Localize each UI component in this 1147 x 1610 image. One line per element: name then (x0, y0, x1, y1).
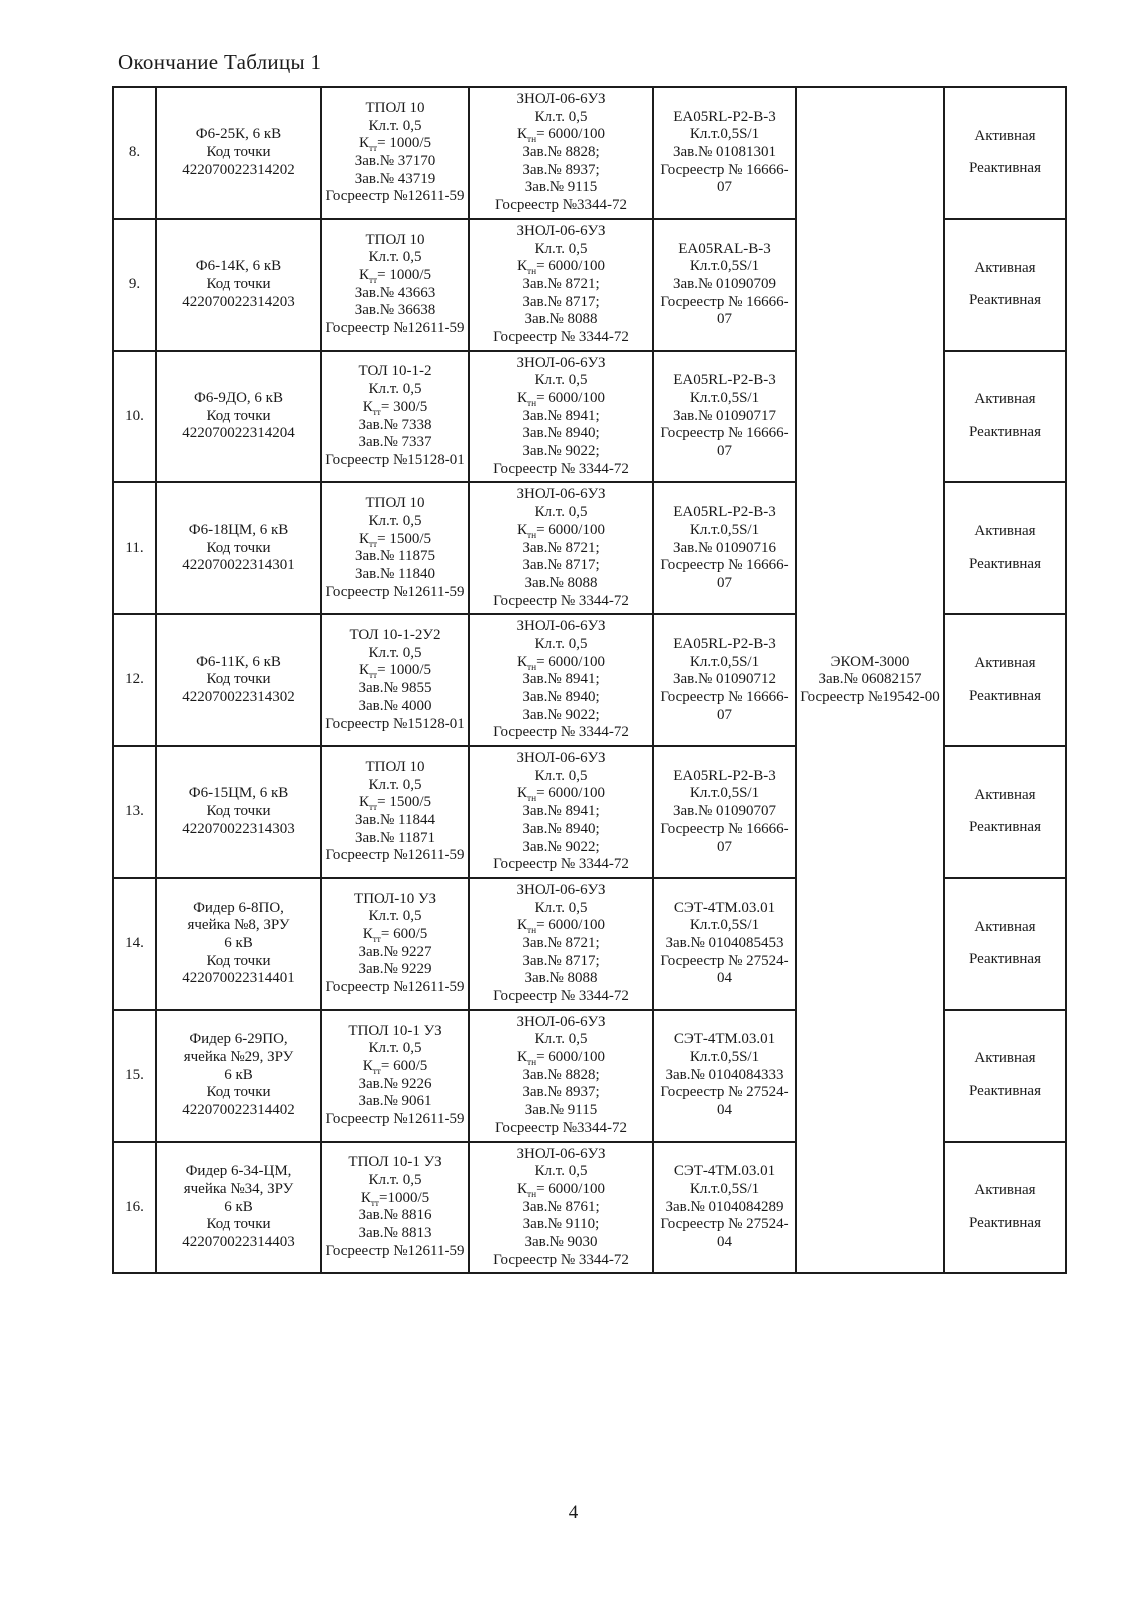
energy-cell-line: Активная (974, 391, 1036, 408)
point-cell-line: Код точки (206, 144, 271, 161)
vt-cell-line: Зав.№ 9110; (522, 1216, 600, 1233)
energy-cell-line: Активная (974, 523, 1036, 540)
point-cell (156, 878, 321, 1010)
energy-cell-line: Реактивная (969, 951, 1041, 968)
vt-cell-line: Зав.№ 8940; (522, 689, 600, 705)
point-cell-line: Код точки (206, 803, 271, 820)
ct-cell-line: Зав.№ 9227 (358, 943, 432, 960)
vt-cell-line: Госреестр № 3344-72 (493, 856, 629, 873)
vt-cell-line: ЗНОЛ-06-6УЗ (516, 354, 606, 371)
vt-cell-line: Зав.№ 8941; (522, 407, 600, 424)
meter-cell-line: EA05RL-P2-B-3 (673, 635, 776, 652)
energy-cell-line: Активная (974, 654, 1036, 671)
ct-cell-line: Кл.т. 0,5 (368, 249, 422, 266)
vt-cell-line: Зав.№ 8088 (524, 970, 598, 987)
vt-cell-line: $К_{тн}= 6000/100$ (517, 390, 605, 409)
meter-cell-line: EA05RL-P2-B-3 (673, 108, 776, 125)
ct-cell-line: $К_{тт}= 1500/5$ (358, 794, 432, 814)
usspd-cell (796, 87, 944, 1273)
meter-cell (653, 614, 796, 746)
meter-cell (653, 1010, 796, 1142)
vt-cell-line: Зав.№ 9115 (524, 1102, 598, 1119)
ct-cell-line: Кл.т. 0,5 (368, 1040, 422, 1057)
ct-cell-line: Зав.№ 37170 (354, 152, 436, 169)
energy-cell (944, 351, 1066, 483)
point-cell-line: Фидер 6-8ПО, (193, 899, 284, 916)
meter-cell (653, 351, 796, 483)
vt-cell-line: ЗНОЛ-06-6УЗ (516, 881, 606, 898)
energy-cell-line: Активная (974, 1182, 1036, 1199)
energy-cell-line: Реактивная (969, 292, 1041, 309)
meter-cell-line: Госреестр № 16666-07 (660, 557, 789, 591)
vt-cell-line: ЗНОЛ-06-6УЗ (516, 1145, 606, 1162)
ct-cell-line: $К_{тт}= 1500/5$ (358, 530, 432, 550)
meter-cell-line: Зав.№ 0104084289 (665, 1198, 784, 1215)
meter-cell-line: Госреестр № 16666-07 (660, 161, 789, 196)
meter-cell (653, 1142, 796, 1274)
energy-cell-line: Реактивная (969, 424, 1041, 441)
point-cell (156, 219, 321, 351)
vt-cell-line: Кл.т. 0,5 (534, 240, 588, 257)
ct-cell-line: Кл.т. 0,5 (368, 776, 422, 793)
ct-cell-line: Кл.т. 0,5 (368, 644, 422, 661)
row-number-cell-line: 10. (125, 407, 144, 424)
meter-cell-line: Кл.т.0,5S/1 (689, 1180, 760, 1197)
point-cell-line: Код точки (206, 275, 271, 292)
row-number-cell (113, 746, 156, 878)
energy-cell-line: Активная (974, 127, 1036, 144)
vt-cell-line: Зав.№ 8940; (522, 820, 600, 837)
ct-cell-line: Зав.№ 43663 (354, 284, 436, 301)
meter-cell-line: Кл.т.0,5S/1 (689, 126, 760, 143)
meter-cell-line: Зав.№ 01090707 (672, 803, 777, 820)
meter-cell (653, 219, 796, 351)
vt-cell-line: Зав.№ 8828; (522, 1066, 600, 1083)
point-cell-line: ячейка №34, ЗРУ (183, 1180, 294, 1197)
ct-cell-line: ТПОЛ 10 (365, 99, 425, 116)
meter-cell-line: Госреестр № 16666-07 (660, 425, 789, 460)
ct-cell-line: Кл.т. 0,5 (368, 512, 422, 529)
ct-cell-line: $К_{тт}= 600/5$ (362, 926, 428, 946)
point-cell-line: Ф6-25К, 6 кВ (195, 126, 282, 143)
vt-cell-line: Госреестр №3344-72 (494, 197, 628, 214)
meter-cell (653, 746, 796, 878)
meter-cell-line: Госреестр № 16666-07 (660, 689, 789, 723)
ct-cell (321, 87, 469, 219)
point-cell-line: 422070022314301 (182, 557, 295, 574)
ct-cell-line: Зав.№ 9061 (358, 1093, 432, 1110)
vt-cell-line: Зав.№ 8721; (522, 275, 600, 292)
row-number-cell-line: 9. (128, 275, 141, 292)
row-number-cell-line: 11. (125, 539, 144, 556)
row-number-cell (113, 614, 156, 746)
energy-cell (944, 746, 1066, 878)
energy-cell-line: Активная (974, 786, 1036, 803)
vt-cell-line: $К_{тн}= 6000/100$ (517, 653, 605, 673)
energy-cell-line: Активная (974, 1050, 1036, 1067)
ct-cell-line: Госреестр №12611-59 (325, 1110, 465, 1127)
point-cell-line: Код точки (206, 1216, 271, 1233)
meter-cell-line: Кл.т.0,5S/1 (689, 521, 760, 538)
vt-cell-line: Госреестр № 3344-72 (493, 988, 629, 1004)
meter-cell-line: EA05RL-P2-B-3 (673, 504, 776, 521)
point-cell-line: 6 кВ (224, 1198, 253, 1215)
row-number-cell-line: 8. (128, 144, 141, 161)
point-cell (156, 746, 321, 878)
energy-cell-line: Реактивная (969, 1083, 1041, 1100)
point-cell (156, 482, 321, 614)
vt-cell-line: $К_{тн}= 6000/100$ (517, 917, 605, 937)
vt-cell-line: Кл.т. 0,5 (534, 635, 588, 652)
point-cell-line: 422070022314303 (182, 820, 295, 837)
vt-cell-line: Зав.№ 8937; (522, 1084, 600, 1101)
usspd-cell-line: Зав.№ 06082157 (818, 671, 922, 688)
row-number-cell-line: 13. (125, 803, 144, 820)
point-cell-line: 422070022314402 (182, 1102, 295, 1119)
meter-cell-line: Госреестр № 27524-04 (660, 1084, 789, 1119)
vt-cell-line: $К_{тн}= 6000/100$ (517, 258, 605, 278)
energy-cell (944, 87, 1066, 219)
point-cell (156, 1142, 321, 1274)
point-cell-line: Код точки (206, 952, 271, 969)
ct-cell (321, 746, 469, 878)
page-number: 4 (568, 1502, 579, 1523)
ct-cell (321, 482, 469, 614)
ct-cell-line: ТПОЛ 10 (365, 758, 425, 775)
ct-cell (321, 878, 469, 1010)
vt-cell-line: Зав.№ 8761; (522, 1198, 600, 1215)
point-cell-line: 6 кВ (224, 934, 253, 951)
point-cell (156, 87, 321, 219)
ct-cell (321, 1142, 469, 1274)
table-row (113, 87, 1066, 219)
meter-cell-line: Зав.№ 01090716 (672, 539, 777, 556)
meter-cell-line: СЭТ-4ТМ.03.01 (673, 1163, 776, 1180)
vt-cell-line: Зав.№ 8721; (522, 934, 600, 951)
point-cell-line: 422070022314202 (182, 161, 295, 178)
row-number-cell (113, 878, 156, 1010)
energy-cell (944, 1010, 1066, 1142)
row-number-cell-line: 14. (125, 934, 144, 951)
ct-cell-line: Зав.№ 36638 (354, 302, 436, 319)
meter-cell-line: Кл.т.0,5S/1 (689, 917, 760, 934)
point-cell (156, 1010, 321, 1142)
point-cell-line: 422070022314302 (182, 689, 295, 705)
energy-cell (944, 482, 1066, 614)
point-cell-line: Ф6-18ЦМ, 6 кВ (188, 521, 289, 538)
meter-cell-line: Кл.т.0,5S/1 (689, 390, 760, 406)
ct-cell-line: Зав.№ 11875 (354, 548, 435, 565)
vt-cell-line: Зав.№ 8937; (522, 161, 600, 178)
point-cell-line: Фидер 6-34-ЦМ, (185, 1163, 292, 1180)
vt-cell-line: Госреестр № 3344-72 (493, 460, 629, 477)
energy-cell-line: Реактивная (969, 687, 1041, 704)
meter-cell-line: Госреестр № 27524-04 (660, 952, 789, 987)
ct-cell-line: Госреестр №15128-01 (325, 715, 465, 732)
meter-cell-line: Зав.№ 01090717 (672, 407, 777, 424)
meter-cell-line: EA05RL-P2-B-3 (673, 767, 776, 784)
point-cell-line: Фидер 6-29ПО, (189, 1031, 288, 1048)
row-number-cell-line: 16. (125, 1198, 144, 1215)
energy-cell-line: Реактивная (969, 555, 1041, 572)
ct-cell-line: Зав.№ 11871 (354, 829, 435, 846)
vt-cell-line: Зав.№ 8088 (524, 574, 598, 591)
vt-cell-line: Зав.№ 8088 (524, 311, 598, 328)
ct-cell-line: Зав.№ 9226 (358, 1075, 432, 1092)
vt-cell-line: Кл.т. 0,5 (534, 767, 588, 784)
ct-cell-line: ТПОЛ 10 (365, 231, 425, 248)
vt-cell-line: Госреестр №3344-72 (494, 1119, 628, 1136)
row-number-cell (113, 219, 156, 351)
ct-cell-line: Зав.№ 43719 (354, 170, 436, 187)
ct-cell-line: $К_{тт}= 1000/5$ (358, 662, 432, 682)
ct-cell-line: Зав.№ 8816 (358, 1207, 432, 1224)
vt-cell-line: Зав.№ 8717; (522, 952, 600, 969)
meter-cell-line: EA05RAL-B-3 (678, 240, 771, 257)
vt-cell-line: $К_{тн}= 6000/100$ (517, 126, 605, 146)
point-cell-line: Код точки (206, 407, 271, 424)
vt-cell-line: Госреестр № 3344-72 (493, 1251, 629, 1268)
ct-cell-line: Кл.т. 0,5 (368, 1172, 422, 1189)
meter-cell-line: СЭТ-4ТМ.03.01 (673, 1031, 776, 1048)
vt-cell-line: $К_{тн}= 6000/100$ (517, 785, 605, 805)
meter-cell-line: Зав.№ 01090709 (672, 275, 777, 292)
vt-cell (469, 614, 653, 746)
meter-cell-line: Кл.т.0,5S/1 (689, 258, 760, 275)
row-number-cell (113, 351, 156, 483)
row-number-cell-line: 12. (125, 671, 144, 688)
point-cell-line: 422070022314403 (182, 1233, 295, 1250)
table-continuation-title: Окончание Таблицы 1 (118, 50, 322, 74)
vt-cell-line: Кл.т. 0,5 (534, 108, 588, 125)
ct-cell-line: Зав.№ 7338 (358, 416, 432, 433)
vt-cell-line: Зав.№ 8940; (522, 425, 600, 442)
meter-cell-line: Кл.т.0,5S/1 (689, 653, 760, 670)
row-number-cell (113, 482, 156, 614)
ct-cell-line: Зав.№ 9855 (358, 680, 432, 697)
energy-cell (944, 614, 1066, 746)
vt-cell-line: ЗНОЛ-06-6УЗ (516, 222, 606, 239)
vt-cell-line: Госреестр № 3344-72 (493, 328, 629, 345)
ct-cell-line: Госреестр №12611-59 (325, 188, 465, 205)
meter-cell-line: EA05RL-P2-B-3 (673, 372, 776, 389)
meter-cell-line: Кл.т.0,5S/1 (689, 1049, 760, 1066)
ct-cell (321, 351, 469, 483)
vt-cell (469, 219, 653, 351)
vt-cell-line: Зав.№ 8717; (522, 293, 600, 310)
meter-cell-line: Кл.т.0,5S/1 (689, 785, 760, 802)
ct-cell-line: Госреестр №12611-59 (325, 320, 465, 337)
vt-cell-line: Кл.т. 0,5 (534, 1163, 588, 1180)
point-cell-line: ячейка №8, ЗРУ (187, 917, 290, 934)
energy-cell-line: Реактивная (969, 1214, 1041, 1231)
vt-cell-line: $К_{тн}= 6000/100$ (517, 1049, 605, 1069)
meter-cell-line: Госреестр № 16666-07 (660, 820, 789, 855)
vt-cell (469, 482, 653, 614)
vt-cell-line: Госреестр № 3344-72 (493, 592, 629, 609)
ct-cell-line: $К_{тт}= 600/5$ (362, 1057, 428, 1077)
vt-cell-line: Зав.№ 9022; (522, 443, 600, 460)
point-cell-line: 422070022314204 (182, 425, 295, 442)
point-cell-line: Ф6-11К, 6 кВ (196, 653, 281, 670)
row-number-cell (113, 1010, 156, 1142)
meter-cell-line: Зав.№ 0104085453 (665, 934, 784, 951)
energy-cell-line: Активная (974, 918, 1036, 935)
ct-cell-line: $К_{тт}= 1000/5$ (358, 267, 432, 287)
ct-cell-line: Кл.т. 0,5 (368, 381, 422, 398)
ct-cell (321, 1010, 469, 1142)
point-cell-line: Ф6-9ДО, 6 кВ (194, 390, 283, 406)
ct-cell-line: Зав.№ 11844 (354, 811, 435, 828)
row-number-cell-line: 15. (125, 1066, 144, 1083)
vt-cell-line: Зав.№ 8941; (522, 671, 600, 688)
ct-cell-line: Кл.т. 0,5 (368, 908, 422, 925)
ct-cell-line: Госреестр №12611-59 (325, 1242, 465, 1259)
energy-cell-line: Реактивная (969, 160, 1041, 177)
vt-cell-line: ЗНОЛ-06-6УЗ (516, 91, 606, 107)
meter-cell-line: СЭТ-4ТМ.03.01 (673, 899, 776, 916)
vt-cell-line: Зав.№ 8941; (522, 803, 600, 820)
vt-cell-line: Кл.т. 0,5 (534, 372, 588, 389)
meter-cell-line: Госреестр № 16666-07 (660, 293, 789, 328)
vt-cell-line: Госреестр № 3344-72 (493, 724, 629, 741)
ct-cell-line: $К_{тт}=1000/5$ (360, 1189, 430, 1209)
meter-cell (653, 878, 796, 1010)
ct-cell-line: $К_{тт}= 1000/5$ (358, 135, 432, 155)
point-cell-line: 422070022314401 (182, 970, 295, 987)
vt-cell-line: Кл.т. 0,5 (534, 1031, 588, 1048)
vt-cell-line: Зав.№ 8717; (522, 557, 600, 574)
vt-cell-line: Зав.№ 9030 (524, 1233, 598, 1250)
ct-cell-line: Кл.т. 0,5 (368, 117, 422, 134)
energy-cell (944, 878, 1066, 1010)
ct-cell-line: Зав.№ 4000 (358, 697, 432, 714)
point-cell (156, 614, 321, 746)
vt-cell-line: ЗНОЛ-06-6УЗ (516, 1013, 606, 1030)
point-cell-line: ячейка №29, ЗРУ (183, 1049, 294, 1066)
vt-cell (469, 351, 653, 483)
point-cell-line: Код точки (206, 539, 271, 556)
meter-cell-line: Зав.№ 01081301 (672, 144, 777, 161)
vt-cell-line: Зав.№ 8828; (522, 144, 600, 161)
energy-cell-line: Реактивная (969, 819, 1041, 836)
ct-cell-line: Госреестр №12611-59 (325, 979, 465, 996)
vt-cell-line: Зав.№ 9115 (524, 179, 598, 196)
vt-cell (469, 878, 653, 1010)
metering-points-table (112, 86, 1067, 1274)
meter-cell-line: Зав.№ 01090712 (672, 671, 777, 688)
vt-cell-line: Зав.№ 8721; (522, 539, 600, 556)
ct-cell-line: $К_{тт}= 300/5$ (362, 398, 428, 418)
meter-cell-line: Зав.№ 0104084333 (665, 1066, 784, 1083)
point-cell-line: Код точки (206, 671, 271, 688)
ct-cell-line: Госреестр №15128-01 (325, 451, 465, 468)
row-number-cell (113, 87, 156, 219)
vt-cell-line: Зав.№ 9022; (522, 838, 600, 855)
vt-cell-line: Кл.т. 0,5 (534, 899, 588, 916)
ct-cell-line: ТПОЛ 10-1 УЗ (348, 1022, 442, 1039)
ct-cell-line: Зав.№ 7337 (358, 434, 432, 451)
row-number-cell (113, 1142, 156, 1274)
vt-cell (469, 1010, 653, 1142)
point-cell-line: 422070022314203 (182, 293, 295, 310)
meter-cell-line: Госреестр № 27524-04 (660, 1216, 789, 1250)
vt-cell (469, 1142, 653, 1274)
ct-cell-line: ТПОЛ-10 УЗ (354, 890, 436, 907)
ct-cell-line: Госреестр №12611-59 (325, 847, 465, 864)
vt-cell (469, 746, 653, 878)
point-cell-line: Ф6-14К, 6 кВ (195, 258, 282, 275)
ct-cell-line: Госреестр №12611-59 (325, 583, 465, 600)
ct-cell (321, 614, 469, 746)
vt-cell-line: $К_{тн}= 6000/100$ (517, 521, 605, 541)
energy-cell-line: Активная (974, 259, 1036, 276)
energy-cell (944, 1142, 1066, 1274)
vt-cell (469, 87, 653, 219)
ct-cell-line: Зав.№ 8813 (358, 1225, 432, 1242)
ct-cell-line: ТОЛ 10-1-2У2 (349, 627, 441, 644)
ct-cell-line: ТПОЛ 10 (365, 495, 425, 512)
point-cell-line: Код точки (206, 1084, 271, 1101)
ct-cell-line: Зав.№ 9229 (358, 961, 432, 978)
usspd-cell-line: ЭКОМ-3000 (830, 653, 910, 670)
vt-cell-line: ЗНОЛ-06-6УЗ (516, 750, 606, 767)
vt-cell-line: Кл.т. 0,5 (534, 504, 588, 521)
ct-cell (321, 219, 469, 351)
meter-cell (653, 87, 796, 219)
vt-cell-line: $К_{тн}= 6000/100$ (517, 1180, 605, 1200)
point-cell-line: Ф6-15ЦМ, 6 кВ (188, 785, 289, 802)
vt-cell-line: Зав.№ 9022; (522, 706, 600, 723)
vt-cell-line: ЗНОЛ-06-6УЗ (516, 618, 606, 635)
meter-cell (653, 482, 796, 614)
vt-cell-line: ЗНОЛ-06-6УЗ (516, 486, 606, 503)
energy-cell (944, 219, 1066, 351)
point-cell-line: 6 кВ (224, 1066, 253, 1083)
point-cell (156, 351, 321, 483)
ct-cell-line: ТОЛ 10-1-2 (358, 363, 432, 380)
metering-table-body (113, 87, 1066, 1273)
ct-cell-line: ТПОЛ 10-1 УЗ (348, 1154, 442, 1171)
usspd-cell-line: Госреестр №19542-00 (800, 689, 940, 705)
ct-cell-line: Зав.№ 11840 (354, 566, 435, 583)
